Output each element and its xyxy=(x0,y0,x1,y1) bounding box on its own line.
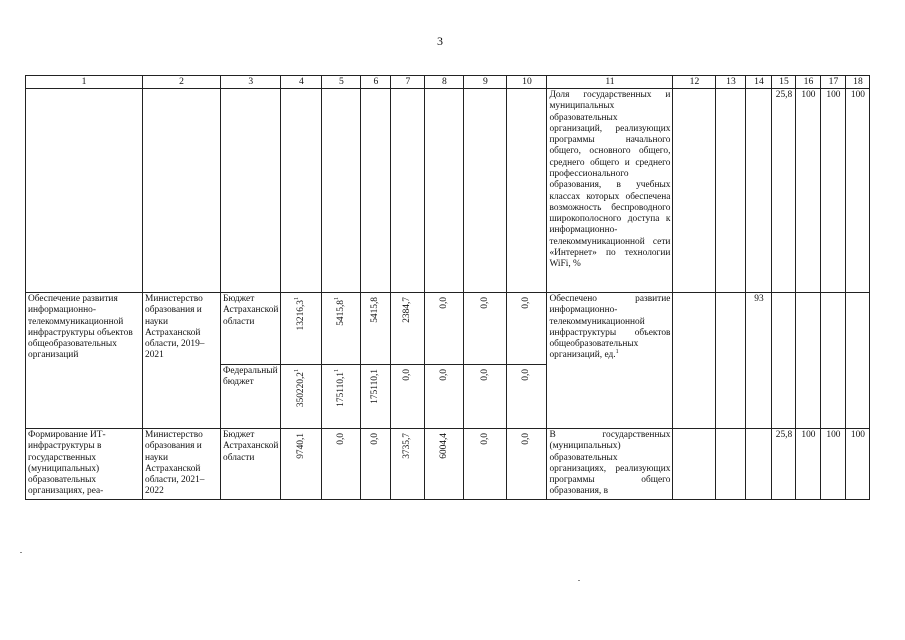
value-cell: 25,8 xyxy=(772,429,796,500)
amount-cell xyxy=(464,429,507,500)
amount-value: 0,0 xyxy=(521,433,532,445)
table-row xyxy=(26,429,870,500)
value-cell: 100 xyxy=(846,89,870,293)
amount-cell xyxy=(425,429,464,500)
cell xyxy=(464,89,507,293)
header-cell: 1 xyxy=(26,76,143,89)
amount-value: 0,0 xyxy=(521,369,532,381)
amount-value: 0,0 xyxy=(479,433,490,445)
header-cell: 12 xyxy=(673,76,716,89)
cell xyxy=(673,89,716,293)
executor-period: Министерство образования и науки Астраханской области, 2019–2021 xyxy=(143,293,221,429)
footnote-mark: 1 xyxy=(333,297,340,300)
amount-cell xyxy=(322,293,361,365)
amount-cell xyxy=(391,365,425,429)
cell xyxy=(322,89,361,293)
value-cell: 100 xyxy=(796,429,821,500)
header-cell: 18 xyxy=(846,76,870,89)
header-cell: 4 xyxy=(281,76,322,89)
amount-cell xyxy=(322,429,361,500)
cell xyxy=(391,89,425,293)
amount-value: 0,0 xyxy=(521,297,532,309)
cell xyxy=(846,293,870,429)
scan-speck xyxy=(578,580,580,581)
value-cell: 100 xyxy=(821,429,846,500)
amount-value: 350220,2 xyxy=(295,372,306,408)
footnote-mark: 1 xyxy=(615,349,619,356)
header-cell: 13 xyxy=(716,76,746,89)
cell xyxy=(772,293,796,429)
cell xyxy=(221,89,281,293)
measures-table xyxy=(25,75,870,500)
header-cell: 11 xyxy=(547,76,673,89)
measure-name: Формирование ИТ-инфраструктуры в государственных (муниципальных) образовательных организациях, реа- xyxy=(26,429,143,500)
cell xyxy=(143,89,221,293)
header-cell: 17 xyxy=(821,76,846,89)
amount-cell xyxy=(425,365,464,429)
funding-source: Федеральный бюджет xyxy=(221,365,281,429)
header-cell: 2 xyxy=(143,76,221,89)
header-cell: 7 xyxy=(391,76,425,89)
amount-cell xyxy=(281,429,322,500)
cell xyxy=(281,89,322,293)
footnote-mark: 1 xyxy=(293,369,300,372)
cell xyxy=(673,293,716,429)
indicator-text: В государственных (муниципальных) образовательных организациях, реализующих программы общего образования, в xyxy=(547,429,673,500)
header-row xyxy=(26,76,870,89)
amount-value: 3735,7 xyxy=(402,433,413,459)
amount-value: 175110,1 xyxy=(335,372,346,407)
cell xyxy=(716,293,746,429)
amount-cell xyxy=(361,365,391,429)
cell xyxy=(796,293,821,429)
header-cell: 15 xyxy=(772,76,796,89)
table-row xyxy=(26,293,870,365)
cell xyxy=(716,89,746,293)
amount-value: 0,0 xyxy=(479,297,490,309)
amount-cell xyxy=(425,293,464,365)
header-cell: 9 xyxy=(464,76,507,89)
amount-cell xyxy=(507,293,547,365)
amount-cell xyxy=(361,429,391,500)
amount-value: 0,0 xyxy=(438,297,449,309)
table-row xyxy=(26,89,870,293)
funding-source: Бюджет Астраханской области xyxy=(221,293,281,365)
value-cell: 100 xyxy=(796,89,821,293)
header-cell: 10 xyxy=(507,76,547,89)
cell xyxy=(26,89,143,293)
cell xyxy=(507,89,547,293)
indicator-text: Доля государственных и муниципальных образовательных организаций, реализующих программы начального общего, основного общего, среднего общего и среднего профессионального образования, в учебных классах которых обеспечена возможность беспроводного широкополосного доступа к информационно-телекоммуникационной сети «Интернет» по технологии WiFi, % xyxy=(547,89,673,293)
header-cell: 14 xyxy=(746,76,772,89)
amount-cell xyxy=(507,429,547,500)
amount-cell xyxy=(281,293,322,365)
header-cell: 3 xyxy=(221,76,281,89)
executor-period: Министерство образования и науки Астраханской области, 2021–2022 xyxy=(143,429,221,500)
amount-cell xyxy=(322,365,361,429)
cell xyxy=(361,89,391,293)
indicator-text xyxy=(547,293,673,429)
cell xyxy=(673,429,716,500)
value-cell: 100 xyxy=(846,429,870,500)
amount-value: 175110,1 xyxy=(370,369,381,404)
value-cell: 93 xyxy=(746,293,772,429)
funding-source: Бюджет Астраханской области xyxy=(221,429,281,500)
amount-cell xyxy=(391,293,425,365)
scan-speck xyxy=(20,552,22,553)
amount-value: 0,0 xyxy=(335,433,346,445)
amount-value: 5415,8 xyxy=(370,297,381,323)
amount-value: 5415,8 xyxy=(335,300,346,326)
amount-value: 0,0 xyxy=(479,369,490,381)
cell xyxy=(746,89,772,293)
amount-value: 0,0 xyxy=(370,433,381,445)
amount-cell xyxy=(507,365,547,429)
header-cell: 16 xyxy=(796,76,821,89)
cell xyxy=(716,429,746,500)
page-number: 3 xyxy=(437,34,443,48)
header-cell: 6 xyxy=(361,76,391,89)
amount-cell xyxy=(464,293,507,365)
amount-cell xyxy=(281,365,322,429)
cell xyxy=(425,89,464,293)
footnote-mark: 1 xyxy=(293,297,300,300)
amount-value: 13216,3 xyxy=(295,300,306,331)
amount-value: 2384,7 xyxy=(402,297,413,323)
cell xyxy=(821,293,846,429)
header-cell: 8 xyxy=(425,76,464,89)
cell xyxy=(746,429,772,500)
footnote-mark: 1 xyxy=(333,369,340,372)
indicator-label: Обеспечено развитие информационно-телекоммуникационной инфраструктуры объектов общеобразовательных организаций, ед. xyxy=(549,294,671,361)
value-cell: 100 xyxy=(821,89,846,293)
header-cell: 5 xyxy=(322,76,361,89)
amount-value: 6004,4 xyxy=(438,433,449,459)
amount-value: 0,0 xyxy=(402,369,413,381)
amount-value: 9740,1 xyxy=(295,433,306,459)
amount-value: 0,0 xyxy=(438,369,449,381)
amount-cell xyxy=(391,429,425,500)
amount-cell xyxy=(361,293,391,365)
amount-cell xyxy=(464,365,507,429)
measure-name: Обеспечение развития информационно-телекоммуникационной инфраструктуры объектов общеобразовательных организаций xyxy=(26,293,143,429)
value-cell: 25,8 xyxy=(772,89,796,293)
